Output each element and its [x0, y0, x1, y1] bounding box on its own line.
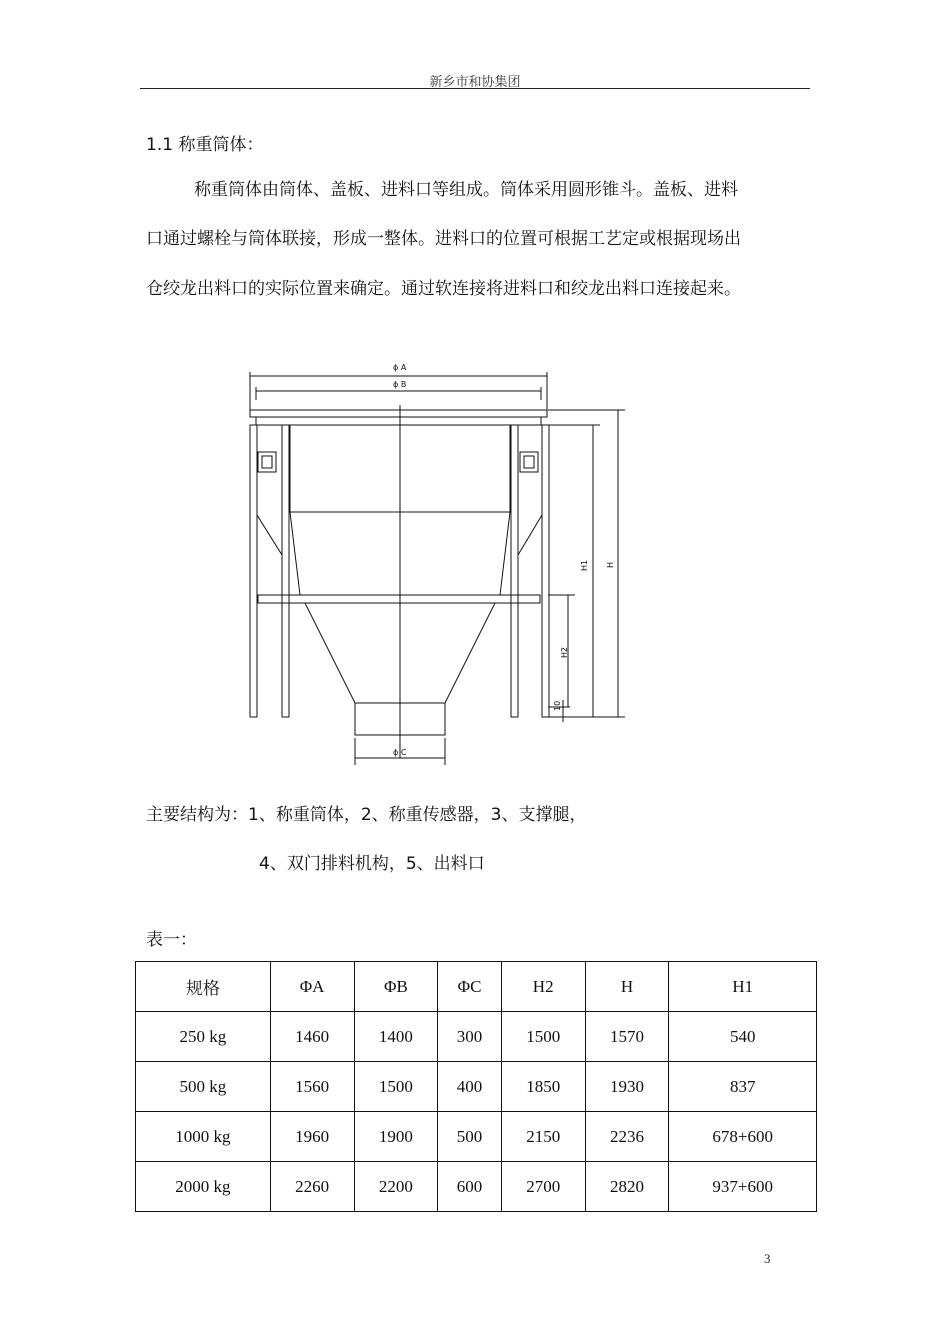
main-structures-line-2: 4、双门排料机构，5、出料口	[259, 854, 485, 874]
table-label: 表一：	[146, 930, 197, 950]
table-cell: 1000 kg	[136, 1112, 271, 1162]
support-leg-right-inner	[511, 425, 518, 717]
table-cell: 678+600	[669, 1112, 817, 1162]
header-rule	[140, 88, 810, 89]
label-h2: H2	[560, 646, 569, 658]
table-cell: 540	[669, 1012, 817, 1062]
label-h1: H1	[580, 559, 589, 571]
support-beam	[258, 595, 540, 603]
table-cell: 2200	[354, 1162, 438, 1212]
table-cell: 250 kg	[136, 1012, 271, 1062]
label-phi-a: ϕ A	[393, 363, 407, 372]
table-row	[136, 1062, 817, 1112]
label-h: H	[606, 561, 615, 568]
table-cell: 837	[669, 1062, 817, 1112]
table-cell: 2700	[501, 1162, 585, 1212]
table-cell: 1850	[501, 1062, 585, 1112]
header-cell: ΦC	[438, 962, 501, 1012]
cover-plate	[250, 410, 547, 417]
table-cell: 2260	[270, 1162, 354, 1212]
table-cell: 1400	[354, 1012, 438, 1062]
table-cell: 600	[438, 1162, 501, 1212]
support-leg-left-inner	[282, 425, 289, 717]
label-ten: 10	[553, 700, 562, 711]
table-cell: 1500	[501, 1012, 585, 1062]
table-row	[136, 1162, 817, 1212]
table-row	[136, 1012, 817, 1062]
table-cell: 500	[438, 1112, 501, 1162]
load-cell-left	[258, 452, 276, 472]
table-row	[136, 1112, 817, 1162]
table-cell: 2236	[585, 1112, 669, 1162]
support-leg-left-outer	[250, 425, 257, 717]
table-cell: 400	[438, 1062, 501, 1112]
main-structures-line-1: 主要结构为：1、称重筒体，2、称重传感器，3、支撑腿，	[146, 805, 587, 825]
specification-table	[135, 961, 817, 1212]
table-cell: 300	[438, 1012, 501, 1062]
table-cell: 2000 kg	[136, 1162, 271, 1212]
table-header-row	[136, 962, 817, 1012]
table-cell: 500 kg	[136, 1062, 271, 1112]
table-cell: 1570	[585, 1012, 669, 1062]
paragraph-line-1: 称重筒体由筒体、盖板、进料口等组成。筒体采用圆形锥斗。盖板、进料	[194, 180, 738, 200]
table-cell: 2150	[501, 1112, 585, 1162]
header-cell: H1	[669, 962, 817, 1012]
paragraph-line-2: 口通过螺栓与筒体联接，形成一整体。进料口的位置可根据工艺定或根据现场出	[146, 229, 741, 249]
table-cell: 937+600	[669, 1162, 817, 1212]
page-number: 3	[764, 1251, 771, 1266]
paragraph-line-3: 仓绞龙出料口的实际位置来确定。通过软连接将进料口和绞龙出料口连接起来。	[146, 279, 741, 299]
header-cell: ΦA	[270, 962, 354, 1012]
label-phi-c: ϕ C	[393, 748, 407, 757]
section-title: 1.1 称重筒体：	[146, 135, 264, 155]
header-cell: H2	[501, 962, 585, 1012]
table-cell: 1930	[585, 1062, 669, 1112]
table-cell: 1960	[270, 1112, 354, 1162]
table-cell: 1460	[270, 1012, 354, 1062]
table-cell: 1900	[354, 1112, 438, 1162]
table-cell: 2820	[585, 1162, 669, 1212]
header-cell: 规格	[136, 962, 271, 1012]
load-cell-right	[520, 452, 538, 472]
page-header-org: 新乡市和协集团	[429, 75, 521, 90]
header-cell: ΦB	[354, 962, 438, 1012]
label-phi-b: ϕ B	[393, 380, 407, 389]
table-cell: 1560	[270, 1062, 354, 1112]
header-cell: H	[585, 962, 669, 1012]
weighing-hopper-drawing	[240, 360, 630, 770]
support-leg-right-outer	[542, 425, 549, 717]
table-cell: 1500	[354, 1062, 438, 1112]
